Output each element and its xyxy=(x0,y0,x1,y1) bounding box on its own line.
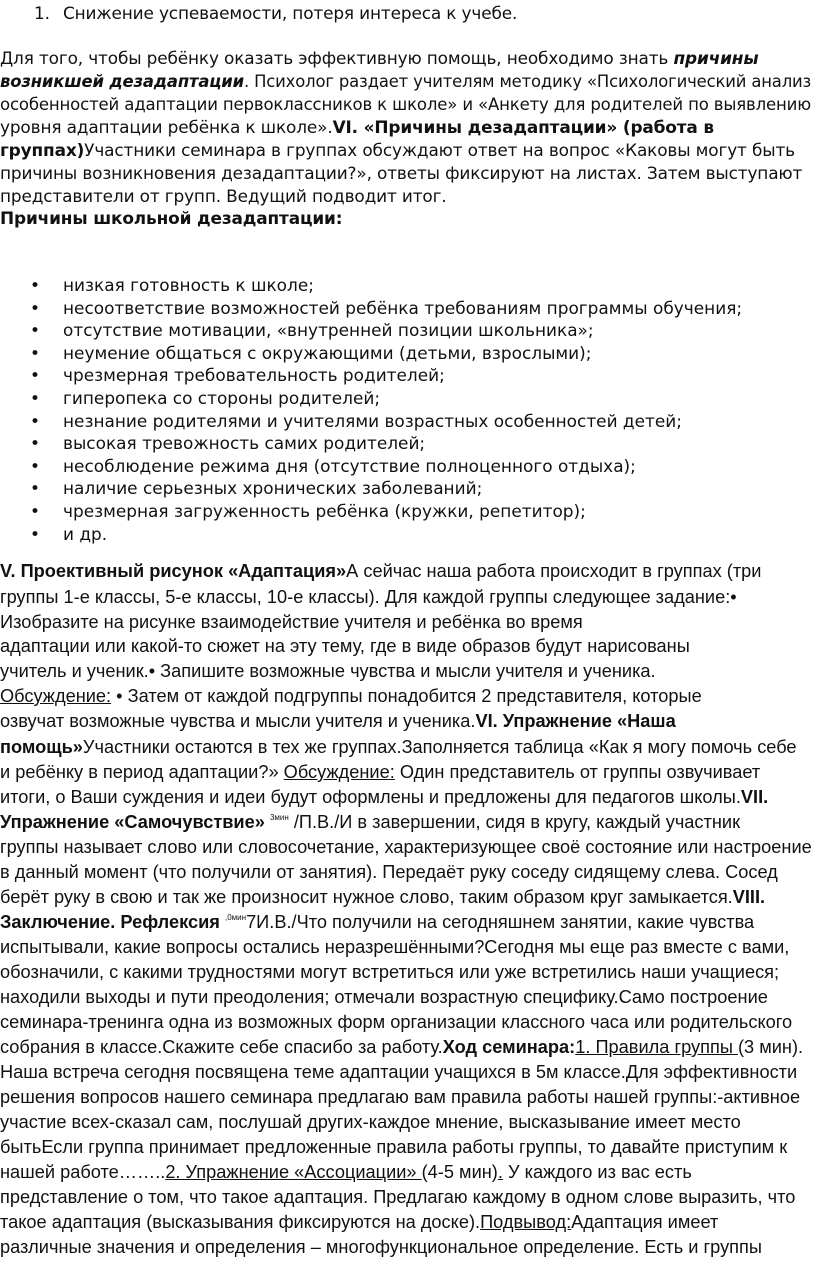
item-text: Снижение успеваемости, потеря интереса к учебе. xyxy=(63,3,518,23)
text-line: уровня адаптации ребёнка к школе».VI. «Причины дезадаптации» (работа в xyxy=(0,117,714,137)
text-line: обозначили, с какими трудностями могут встретиться или уже встретились наши учащиеся; xyxy=(0,962,780,982)
text-line: Упражнение «Самочувствие» $^{3мин}$ /П.В./И в завершении, сидя в кругу, каждый участник xyxy=(0,812,741,832)
text-line: Изобразите на рисунке взаимодействие учителя и ребёнка во время xyxy=(0,612,583,632)
bullet-icon: • xyxy=(30,410,40,431)
text-line: группы называет слово или словосочетание, характеризующее своё состояние или настроение xyxy=(0,837,812,857)
text-line: помощь»Участники остаются в тех же группах.Заполняется таблица «Как я могу помочь себе xyxy=(0,737,797,757)
section-heading: VIII. xyxy=(732,887,766,907)
section-heading: VII. xyxy=(740,787,769,807)
causes-heading: Причины школьной дезадаптации: xyxy=(0,208,343,228)
bullet-icon: • xyxy=(30,275,40,295)
bullet-icon: • xyxy=(30,433,40,454)
text-line: такое адаптация (высказывания фиксируются на доске).Подвывод:Адаптация имеет xyxy=(0,1212,719,1232)
text-line: представление о том, что такое адаптация. Предлагаю каждому в одном слове выразить, что xyxy=(0,1187,796,1207)
bullet-icon: • xyxy=(30,455,40,476)
text-line: Заключение. Рефлексия $^{,0мин}$7И.В./Что получили на сегодняшнем занятии, какие чувства xyxy=(0,912,755,932)
section-heading: V. Проективный рисунок «Адаптация» xyxy=(0,561,347,581)
bullet-icon: • xyxy=(30,320,40,341)
text-line: испытывали, какие вопросы остались неразрешёнными?Сегодня мы еще раз вместе с вами, xyxy=(0,937,790,957)
text-line: возникшей дезадаптации. Психолог раздает учителям методику «Психологический анализ xyxy=(0,72,812,91)
text-line: и ребёнку в период адаптации?» Обсуждение: Один представитель от группы озвучивает xyxy=(0,762,761,782)
text-line: решения вопросов нашего семинара предлагаю вам правила работы нашей группы:-активное xyxy=(0,1087,801,1107)
text-line: Наша встреча сегодня посвящена теме адаптации учащихся в 5м классе.Для эффективности xyxy=(0,1062,798,1082)
bullet-icon: • xyxy=(30,501,40,521)
text-line: участие всех-сказал сам, послушай других-каждое мнение, высказывание имеет место xyxy=(0,1112,741,1132)
text-line: в данный момент (что получили от занятия). Передаёт руку соседу сидящему слева. Сосед xyxy=(0,862,778,882)
text-line: Обсуждение: • Затем от каждой подгруппы понадобится 2 представителя, которые xyxy=(0,686,702,706)
text-line: представители от групп. Ведущий подводит итог. xyxy=(0,186,447,206)
section-heading: VI. «Причины дезадаптации» (работа в xyxy=(332,117,714,137)
text-line: адаптации или какой-то сюжет на эту тему, где в виде образов будут нарисованы xyxy=(0,636,690,656)
text-line: нашей работе……..2. Упражнение «Ассоциации» (4-5 мин). У каждого из вас есть xyxy=(0,1162,692,1182)
bullet-icon: • xyxy=(30,523,40,544)
bullet-icon: • xyxy=(30,478,40,499)
bullet-icon: • xyxy=(30,365,40,386)
text-line: находили выходы и пути преодоления; отмечали возрастную специфику.Само построение xyxy=(0,987,768,1007)
text-line: собрания в классе.Скажите себе спасибо за работу.Ход семинара:1. Правила группы (3 мин). xyxy=(0,1037,804,1057)
text-line: различные значения и определения – многофункциональное определение. Есть и группы xyxy=(0,1237,762,1257)
text-line: озвучат возможные чувства и мысли учителя и ученика.VI. Упражнение «Наша xyxy=(0,711,676,731)
bullet-icon: • xyxy=(30,342,40,363)
item-number: 1. xyxy=(34,3,50,23)
text-line: бытьЕсли группа принимает предложенные правила работы группы, то давайте приступим к xyxy=(0,1137,788,1157)
section-heading: VI. Упражнение «Наша xyxy=(475,711,676,731)
text-line: учитель и ученик.• Запишите возможные чувства и мысли учителя и ученика. xyxy=(0,661,656,681)
bullet-icon: • xyxy=(30,388,40,408)
text-line: группы 1-е классы, 5-е классы, 10-е классы). Для каждой группы следующее задание:• xyxy=(0,587,737,607)
text-line: Для того, чтобы ребёнку оказать эффективную помощь, необходимо знать причины xyxy=(0,48,759,68)
document-page: 1. Снижение успеваемости, потеря интереса к учебе. Для того, чтобы ребёнку оказать эффективную помощь, необходимо знать причины возникшей дезадаптации. Психолог раздает учителям методику «Психологический анализ особенностей адаптации первоклассников к школе» и «Анкету для родителей по выявлению уровня адаптации ребёнка к школе».VI. «Причины дезадаптации» (работа в группах)Участники семинара в группах обсуждают ответ на вопрос «Каковы могут быть причины возникновения дезадаптации?», ответы фиксируют на листах. Затем выступают представители от групп. Ведущий подводит итог. Причины школьной дезадаптации: • низкая готовность к школе; • несоответствие возможностей ребёнка требованиям программы обучения; • отсутствие мотивации, «внутренней позиции школьника»; • неумение общаться с окружающими (детьми, взрослыми); • чрезмерная требовательность родителей; • гиперопека со стороны родителей; • незнание родителями и учителями возрастных особенностей детей; • высокая тревожность самих родителей; • несоблюдение режима дня (отсутствие полноценного отдыха); • наличие серьезных хронических заболеваний; • чрезмерная загруженность ребёнка (кружки, репетитор); • и др. V. Проективный рисунок «Адаптация»А сейчас наша работа происходит в группах (три группы 1-е классы, 5-е классы, 10-е классы). Для каждой группы следующее задание:• Изобразите на рисунке взаимодействие учителя и ребёнка во время адаптации или какой-то сюжет на эту тему, где в виде образов будут нарисованы учитель и ученик.• Запишите возможные чувства и мысли учителя и ученика. Обсуждение: • Затем от каждой подгруппы понадобится 2 представителя, которые озвучат возможные чувства и мысли учителя и ученика.VI. Упражнение «Наша помощь»Участники остаются в тех же группах.Заполняется таблица «Как я могу помочь себе и ребёнку в период адаптации?» Обсуждение: Один представитель от группы озвучивает итоги, о Ваши суждения и идеи будут оформлены и предложены для педагогов школы.VII. Упражнение «Самочувствие» $^{3мин}$ /П.В./И в завершении, сидя в кругу, каждый участник группы называет слово или словосочетание, характеризующее своё состояние или настроение в данный момент (что получили от занятия). Передаёт руку соседу сидящему слева. Сосед берёт руку в свою и так же произносит нужное слово, таким образом круг замыкается.VIII. Заключение. Рефлексия $^{,0мин}$7И.В./Что получили на сегодняшнем занятии, какие чувства испытывали, какие вопросы остались неразрешёнными?Сегодня мы еще раз вместе с вами, обозначили, с какими трудностями могут встретиться или уже встретились наши учащиеся; находили выходы и пути преодоления; отмечали возрастную специфику.Само построение семинара-тренинга одна из возможных форм организации классного часа или родительского собрания в классе.Скажите себе спасибо за работу.Ход семинара:1. Правила группы (3 мин). Наша встреча сегодня посвящена теме адаптации учащихся в 5м классе.Для эффективности решения вопросов нашего семинара предлагаю вам правила работы нашей группы:-активное участие всех-сказал сам, послушай других-каждое мнение, высказывание имеет место бытьЕсли группа принимает предложенные правила работы группы, то давайте приступим к нашей работе……..2. Упражнение «Ассоциации» (4-5 мин). У каждого из вас есть представление о том, что такое адаптация. Предлагаю каждому в одном слове выразить, что такое адаптация (высказывания фиксируются на доске).Подвывод:Адаптация имеет различные значения и определения – многофункциональное определение. Есть и группы xyxy=(0,0,816,1274)
text-line: V. Проективный рисунок «Адаптация»А сейчас наша работа происходит в группах (три xyxy=(0,561,762,581)
text-line: особенностей адаптации первоклассников к школе» и «Анкету для родителей по выявлению xyxy=(0,95,812,114)
text-line: берёт руку в свою и так же произносит нужное слово, таким образом круг замыкается.VIII. xyxy=(0,887,766,907)
bullet-icon: • xyxy=(30,297,40,318)
text-line: группах)Участники семинара в группах обсуждают ответ на вопрос «Каковы могут быть xyxy=(0,140,795,160)
text-line: семинара-тренинга одна из возможных форм организации классного часа или родительского xyxy=(0,1012,793,1032)
text-line: причины возникновения дезадаптации?», ответы фиксируют на листах. Затем выступают xyxy=(0,163,803,183)
text-line: итоги, о Ваши суждения и идеи будут оформлены и предложены для педагогов школы.VII. xyxy=(0,787,769,807)
